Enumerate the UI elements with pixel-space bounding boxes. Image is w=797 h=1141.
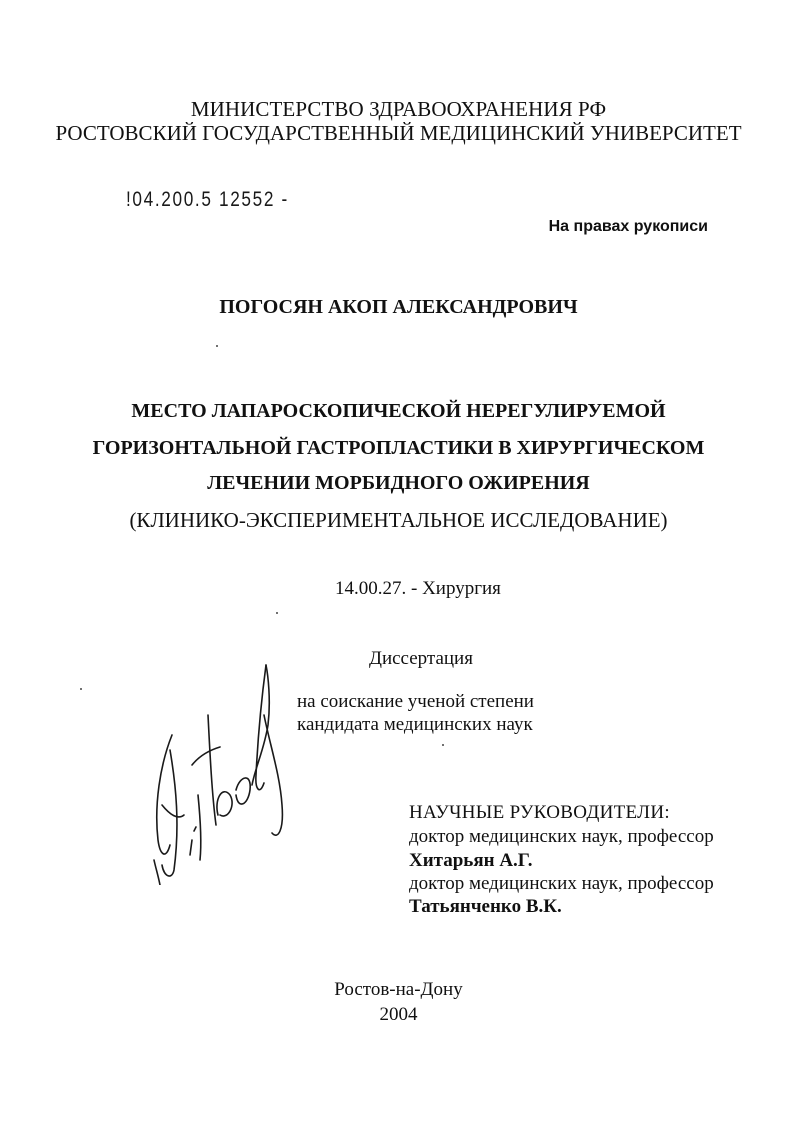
degree-line: кандидата медицинских наук	[297, 714, 533, 735]
thesis-title-line: ЛЕЧЕНИИ МОРБИДНОГО ОЖИРЕНИЯ	[207, 472, 590, 494]
advisor-position: доктор медицинских наук, профессор	[409, 873, 714, 894]
scan-speck	[442, 744, 444, 746]
city: Ростов-на-Дону	[334, 979, 463, 1000]
advisor-name: Хитарьян А.Г.	[409, 850, 533, 871]
ministry-name: МИНИСТЕРСТВО ЗДРАВООХРАНЕНИЯ РФ	[190, 97, 607, 121]
registration-stamp-number: !04.200.5 12552 -	[126, 188, 289, 211]
specialty-code: 14.00.27. - Хирургия	[335, 578, 501, 599]
thesis-title-line: ГОРИЗОНТАЛЬНОЙ ГАСТРОПЛАСТИКИ В ХИРУРГИЧЕСКОМ	[92, 437, 705, 459]
thesis-subtitle: (КЛИНИКО-ЭКСПЕРИМЕНТАЛЬНОЕ ИССЛЕДОВАНИЕ)	[129, 508, 668, 532]
scan-speck	[216, 345, 218, 347]
advisor-position: доктор медицинских наук, профессор	[409, 826, 714, 847]
degree-line: на соискание ученой степени	[297, 691, 534, 712]
manuscript-rights-note: На правах рукописи	[548, 218, 708, 235]
advisors-heading: НАУЧНЫЕ РУКОВОДИТЕЛИ:	[409, 802, 670, 823]
handwritten-signature	[140, 655, 290, 885]
scan-speck	[276, 612, 278, 614]
university-name: РОСТОВСКИЙ ГОСУДАРСТВЕННЫЙ МЕДИЦИНСКИЙ УНИВЕРСИТЕТ	[55, 121, 742, 145]
work-type: Диссертация	[369, 648, 473, 669]
advisor-name: Татьянченко В.К.	[409, 896, 562, 917]
author-name: ПОГОСЯН АКОП АЛЕКСАНДРОВИЧ	[219, 296, 578, 318]
year: 2004	[379, 1004, 418, 1025]
scan-speck	[80, 688, 82, 690]
thesis-title-line: МЕСТО ЛАПАРОСКОПИЧЕСКОЙ НЕРЕГУЛИРУЕМОЙ	[131, 400, 666, 422]
